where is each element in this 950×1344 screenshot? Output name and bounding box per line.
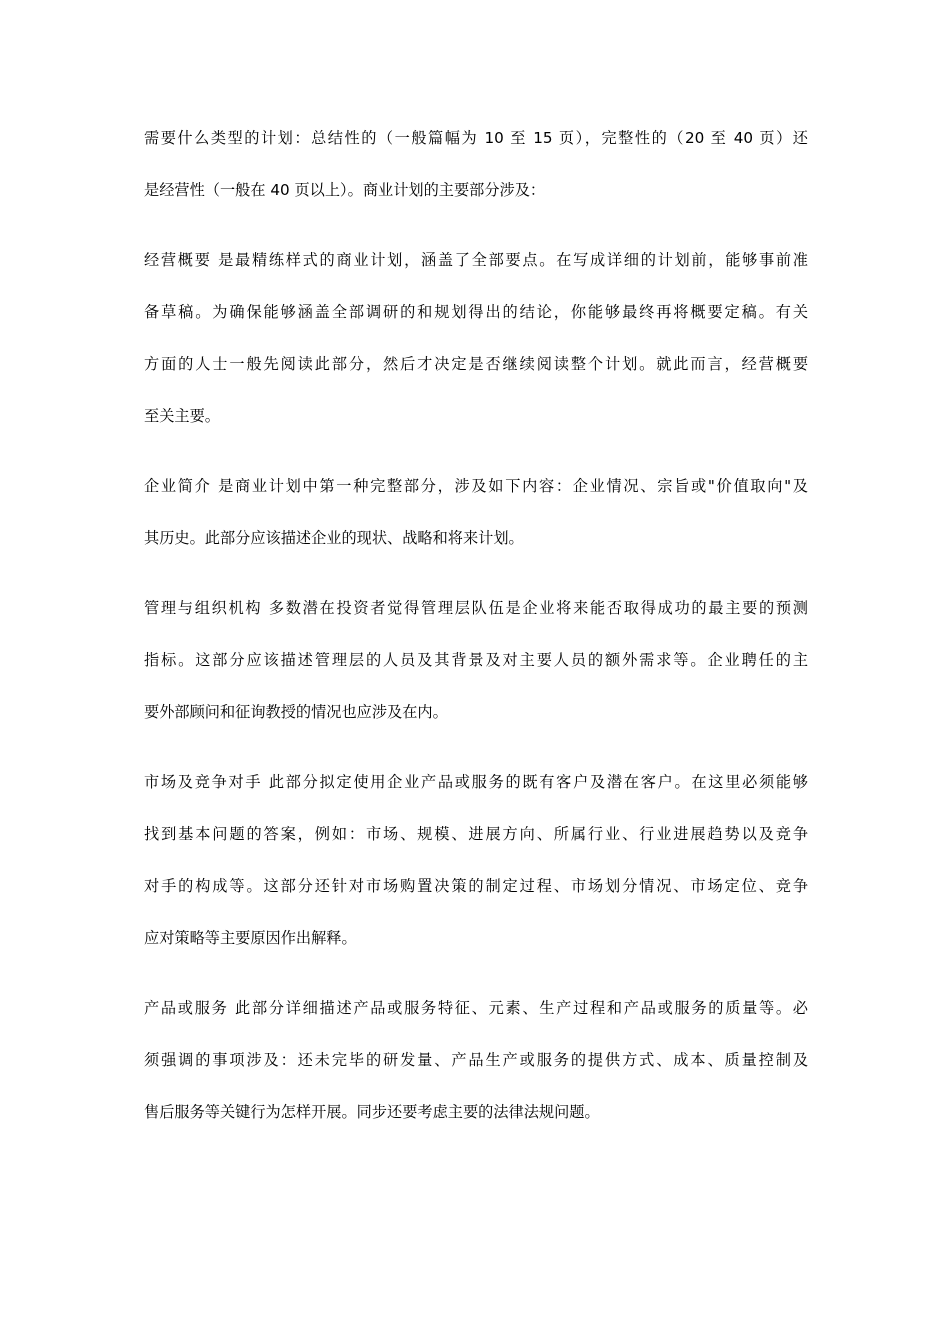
text-line: 企业简介 是商业计划中第一种完整部分，涉及如下内容：企业情况、宗旨或"价值取向"及	[144, 477, 808, 495]
text-line: 是经营性（一般在 40 页以上）。商业计划的主要部分涉及：	[144, 181, 546, 199]
paragraph-management	[144, 582, 808, 738]
text-line: 经营概要 是最精练样式的商业计划，涵盖了全部要点。在写成详细的计划前，能够事前准	[144, 251, 808, 269]
paragraph-company-profile	[144, 460, 808, 564]
text-line: 其历史。此部分应该描述企业的现状、战略和将来计划。	[144, 529, 524, 547]
text-line: 管理与组织机构 多数潜在投资者觉得管理层队伍是企业将来能否取得成功的最主要的预测	[144, 599, 808, 617]
text-line: 产品或服务 此部分详细描述产品或服务特征、元素、生产过程和产品或服务的质量等。必	[144, 999, 808, 1017]
text-line: 要外部顾问和征询教授的情况也应涉及在内。	[144, 703, 448, 721]
text-line: 方面的人士一般先阅读此部分，然后才决定是否继续阅读整个计划。就此而言，经营概要	[144, 355, 808, 373]
text-line: 备草稿。为确保能够涵盖全部调研的和规划得出的结论，你能够最终再将概要定稿。有关	[144, 303, 808, 321]
text-line: 应对策略等主要原因作出解释。	[144, 929, 357, 947]
paragraph-products-services	[144, 982, 808, 1138]
text-line: 市场及竞争对手 此部分拟定使用企业产品或服务的既有客户及潜在客户。在这里必须能够	[144, 773, 808, 791]
text-line: 需要什么类型的计划：总结性的（一般篇幅为 10 至 15 页），完整性的（20 至 40 页）还	[144, 129, 808, 147]
text-line: 至关主要。	[144, 407, 220, 425]
text-line: 售后服务等关键行为怎样开展。同步还要考虑主要的法律法规问题。	[144, 1103, 600, 1121]
paragraph-plan-types	[144, 112, 808, 216]
text-line: 找到基本问题的答案，例如：市场、规模、进展方向、所属行业、行业进展趋势以及竞争	[144, 825, 808, 843]
text-line: 指标。这部分应该描述管理层的人员及其背景及对主要人员的额外需求等。企业聘任的主	[144, 651, 808, 669]
text-line: 须强调的事项涉及：还未完毕的研发量、产品生产或服务的提供方式、成本、质量控制及	[144, 1051, 808, 1069]
paragraph-market-competition	[144, 756, 808, 964]
text-line: 对手的构成等。这部分还针对市场购置决策的制定过程、市场划分情况、市场定位、竞争	[144, 877, 808, 895]
paragraph-executive-summary	[144, 234, 808, 442]
